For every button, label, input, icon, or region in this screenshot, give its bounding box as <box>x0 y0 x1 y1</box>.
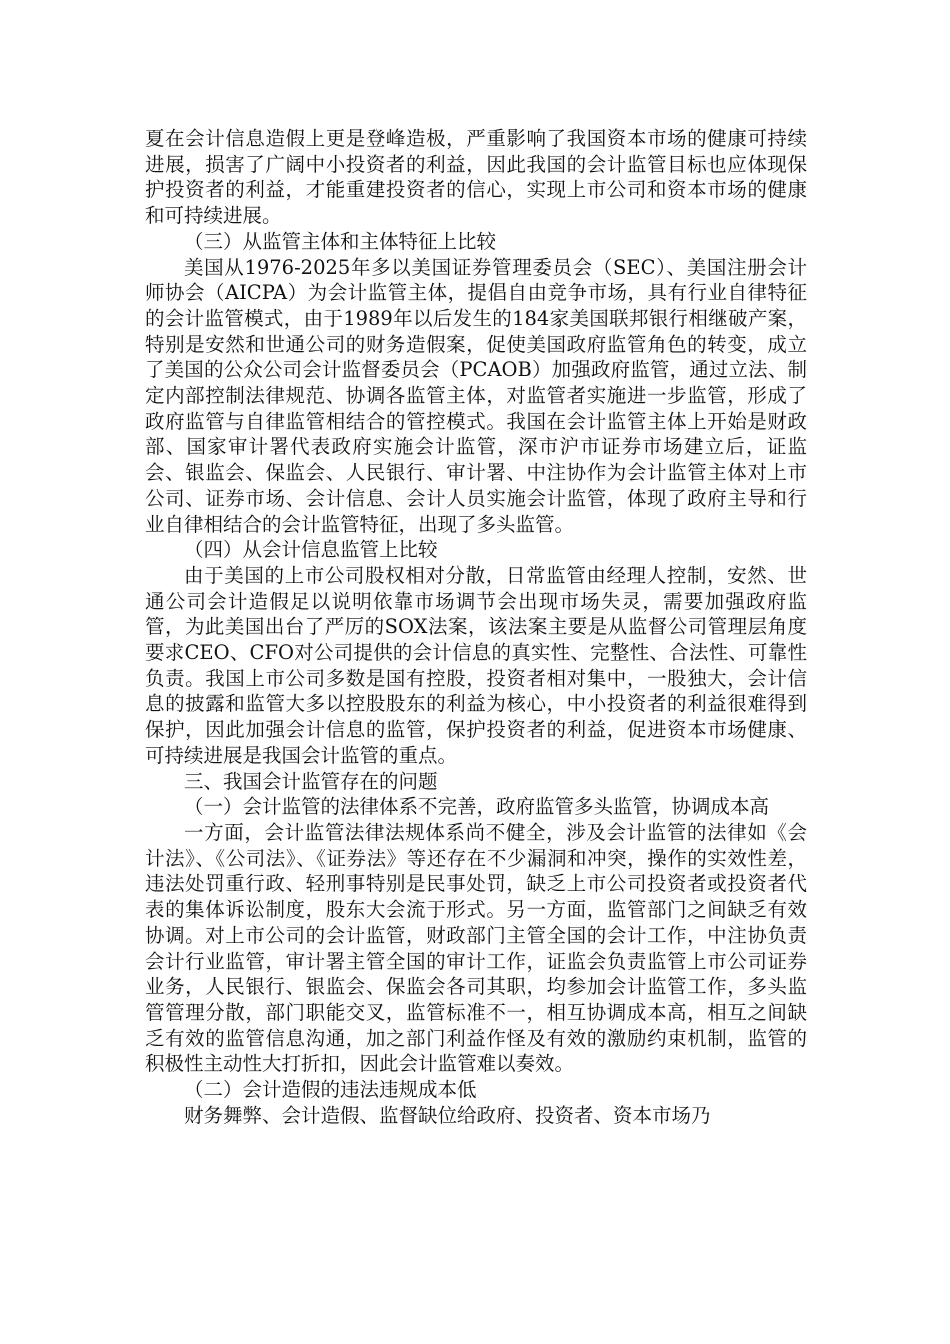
paragraph-supervision-subject: 美国从1976-2025年多以美国证券管理委员会（SEC）、美国注册会计师协会（AICPA）为会计监管主体，提倡自由竞争市场，具有行业自律特征的会计监管模式，由于1989年以后发生的184家美国联邦银行相继破产案，特别是安然和世通公司的财务造假案，促使美国政府监管角色的转变，成立了美国的公众公司会计监督委员会（PCAOB）加强政府监管，通过立法、制定内部控制法律规范、协调各监管主体，对监管者实施进一步监管，形成了政府监管与自律监管相结合的管控模式。我国在会计监管主体上开始是财政部、国家审计署代表政府实施会计监管，深市沪市证券市场建立后，证监会、银监会、保监会、人民银行、审计署、中注协作为会计监管主体对上市公司、证券市场、会计信息、会计人员实施会计监管，体现了政府主导和行业自律相结合的会计监管特征，出现了多头监管。 <box>145 255 807 536</box>
section-heading-2: （二）会计造假的违法违规成本低 <box>184 1078 477 1102</box>
paragraph-continuation: 夏在会计信息造假上更是登峰造极，严重影响了我国资本市场的健康可持续进展，损害了广阔中小投资者的利益，因此我国的会计监管目标也应体现保护投资者的利益，才能重建投资者的信心，实现上市公司和资本市场的健康和可持续进展。 <box>145 127 807 228</box>
section-heading-3-2: （四）从会计信息监管上比较 <box>184 538 438 562</box>
paragraph-fraud-cost: 财务舞弊、会计造假、监督缺位给政府、投资者、资本市场乃 <box>184 1103 711 1127</box>
paragraph-info-supervision: 由于美国的上市公司股权相对分散，日常监管由经理人控制，安然、世通公司会计造假足以说明依靠市场调节会出现市场失灵，需要加强政府监管，为此美国出台了严厉的SOX法案，该法案主要是从监督公司管理层角度要求CEO、CFO对公司提供的会计信息的真实性、完整性、合法性、可靠性负责。我国上市公司多数是国有控股，投资者相对集中，一股独大，会计信息的披露和监管大多以控股股东的利益为核心，中小投资者的利益很难得到保护，因此加强会计信息的监管，保护投资者的利益，促进资本市场健康、可持续进展是我国会计监管的重点。 <box>145 563 807 767</box>
section-heading-3-1: （三）从监管主体和主体特征上比较 <box>184 229 497 253</box>
section-heading-1: （一）会计监管的法律体系不完善，政府监管多头监管，协调成本高 <box>184 795 770 819</box>
paragraph-legal-system: 一方面，会计监管法律法规体系尚不健全，涉及会计监管的法律如《会计法》、《公司法》、《证券法》等还存在不少漏洞和冲突，操作的实效性差，违法处罚重行政、轻刑事特别是民事处罚，缺乏上市公司投资者或投资者代表的集体诉讼制度，股东大会流于形式。另一方面，监管部门之间缺乏有效协调。对上市公司的会计监管，财政部门主管全国的会计工作，中注协负责会计行业监管，审计署主管全国的审计工作，证监会负责监管上市公司证券业务，人民银行、银监会、保监会各司其职，均参加会计监管工作，多头监管管理分散，部门职能交叉，监管标准不一，相互协调成本高，相互之间缺乏有效的监管信息沟通，加之部门利益作怪及有效的激励约束机制，监管的积极性主动性大打折扣，因此会计监管难以奏效。 <box>145 820 807 1076</box>
chapter-heading-3: 三、我国会计监管存在的问题 <box>184 769 438 793</box>
document-body <box>145 126 807 1128</box>
